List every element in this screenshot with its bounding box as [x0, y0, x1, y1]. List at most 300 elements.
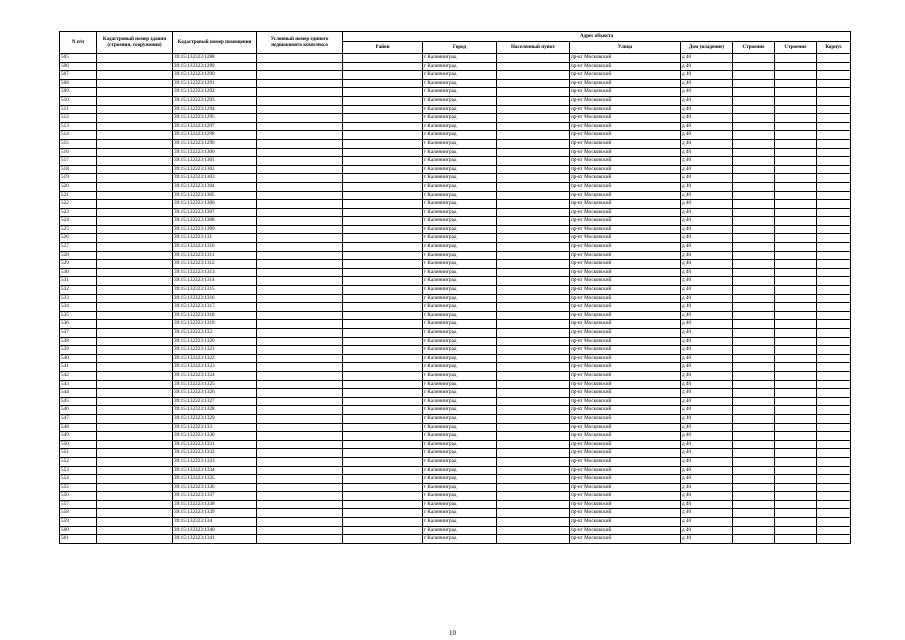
cell-house: д 40 [681, 122, 733, 131]
cell-city: г Калининград [423, 79, 497, 88]
cell-district [343, 182, 423, 191]
table-row [60, 217, 851, 226]
cell-num: 520 [60, 182, 97, 191]
cell-korp [817, 148, 851, 157]
cell-complex [257, 475, 343, 484]
cell-street: пр-кт Московский [570, 483, 681, 492]
cell-building [775, 466, 817, 475]
table-row [60, 260, 851, 269]
cell-korpus [733, 131, 775, 140]
cell-street: пр-кт Московский [570, 406, 681, 415]
cell-korp [817, 363, 851, 372]
cell-num: 523 [60, 208, 97, 217]
table-row [60, 492, 851, 501]
table-row [60, 483, 851, 492]
cell-district [343, 311, 423, 320]
cell-num: 527 [60, 243, 97, 252]
cell-house: д 40 [681, 311, 733, 320]
cell-building [775, 389, 817, 398]
cell-building [775, 371, 817, 380]
cell-korpus [733, 389, 775, 398]
cell-street: пр-кт Московский [570, 268, 681, 277]
cell-num: 511 [60, 105, 97, 114]
table-row [60, 329, 851, 338]
cell-building [775, 509, 817, 518]
cell-district [343, 526, 423, 535]
cell-city: г Калининград [423, 380, 497, 389]
cell-complex [257, 62, 343, 71]
table-row [60, 182, 851, 191]
cell-cadastral-room: 39:15:132323:133 [173, 423, 257, 432]
cell-building [775, 432, 817, 441]
cell-cadastral-room: 39:15:132323:1288 [173, 54, 257, 63]
table-row [60, 303, 851, 312]
cell-num: 557 [60, 500, 97, 509]
cell-num: 547 [60, 414, 97, 423]
cell-cadastral-room: 39:15:132323:131 [173, 234, 257, 243]
cell-district [343, 440, 423, 449]
cell-settlement [497, 200, 570, 209]
table-row [60, 62, 851, 71]
cell-city: г Калининград [423, 449, 497, 458]
cell-district [343, 509, 423, 518]
cell-street: пр-кт Московский [570, 79, 681, 88]
cell-building [775, 500, 817, 509]
cell-korpus [733, 294, 775, 303]
cell-settlement [497, 114, 570, 123]
cell-street: пр-кт Московский [570, 96, 681, 105]
cell-building [775, 475, 817, 484]
cell-street: пр-кт Московский [570, 105, 681, 114]
cell-complex [257, 354, 343, 363]
cell-settlement [497, 518, 570, 527]
cell-num: 560 [60, 526, 97, 535]
cell-city: г Калининград [423, 191, 497, 200]
cell-house: д 40 [681, 389, 733, 398]
cell-house: д 40 [681, 475, 733, 484]
cell-complex [257, 88, 343, 97]
cell-korpus [733, 414, 775, 423]
cell-cadastral-room: 39:15:132323:1299 [173, 139, 257, 148]
cell-complex [257, 371, 343, 380]
cell-korp [817, 260, 851, 269]
cell-cadastral-room: 39:15:132323:1320 [173, 337, 257, 346]
cell-city: г Калининград [423, 62, 497, 71]
cell-street: пр-кт Московский [570, 294, 681, 303]
cell-building [775, 329, 817, 338]
cell-house: д 40 [681, 518, 733, 527]
cell-complex [257, 277, 343, 286]
cell-korpus [733, 380, 775, 389]
cell-building [775, 88, 817, 97]
table-row [60, 406, 851, 415]
cell-korpus [733, 286, 775, 295]
cell-korp [817, 509, 851, 518]
cell-building [775, 397, 817, 406]
cell-city: г Калининград [423, 337, 497, 346]
cell-district [343, 397, 423, 406]
cell-street: пр-кт Московский [570, 500, 681, 509]
cell-district [343, 457, 423, 466]
cell-district [343, 62, 423, 71]
cell-cadastral-room: 39:15:132323:1298 [173, 131, 257, 140]
cell-house: д 40 [681, 200, 733, 209]
cell-cadastral-room: 39:15:132323:1311 [173, 251, 257, 260]
cell-building [775, 208, 817, 217]
cell-street: пр-кт Московский [570, 243, 681, 252]
header-settlement: Населенный пункт [497, 42, 570, 54]
cell-house: д 40 [681, 483, 733, 492]
cell-city: г Калининград [423, 414, 497, 423]
cell-korp [817, 432, 851, 441]
cell-street: пр-кт Московский [570, 182, 681, 191]
table-row [60, 277, 851, 286]
cell-num: 544 [60, 389, 97, 398]
cell-district [343, 320, 423, 329]
cell-korpus [733, 191, 775, 200]
cell-street: пр-кт Московский [570, 200, 681, 209]
cell-district [343, 260, 423, 269]
cell-district [343, 466, 423, 475]
cell-cadastral-building [97, 535, 173, 544]
cell-korp [817, 483, 851, 492]
cell-num: 541 [60, 363, 97, 372]
cell-district [343, 114, 423, 123]
cell-complex [257, 294, 343, 303]
cell-settlement [497, 320, 570, 329]
table-row [60, 432, 851, 441]
cell-korpus [733, 260, 775, 269]
cell-cadastral-building [97, 500, 173, 509]
cell-settlement [497, 535, 570, 544]
cell-cadastral-building [97, 354, 173, 363]
cell-city: г Калининград [423, 526, 497, 535]
cell-complex [257, 329, 343, 338]
cell-korp [817, 449, 851, 458]
cell-num: 506 [60, 62, 97, 71]
cell-district [343, 71, 423, 80]
cell-district [343, 122, 423, 131]
cell-street: пр-кт Московский [570, 157, 681, 166]
cell-korpus [733, 354, 775, 363]
cell-district [343, 225, 423, 234]
cell-cadastral-building [97, 380, 173, 389]
cell-settlement [497, 294, 570, 303]
cell-complex [257, 440, 343, 449]
cell-settlement [497, 526, 570, 535]
cell-korpus [733, 483, 775, 492]
cell-korpus [733, 526, 775, 535]
cell-korpus [733, 466, 775, 475]
cell-city: г Калининград [423, 200, 497, 209]
cell-cadastral-building [97, 174, 173, 183]
cell-korp [817, 71, 851, 80]
table-row [60, 251, 851, 260]
cell-korp [817, 303, 851, 312]
table-row [60, 157, 851, 166]
cell-num: 548 [60, 423, 97, 432]
cell-district [343, 354, 423, 363]
cell-settlement [497, 397, 570, 406]
cell-korp [817, 217, 851, 226]
cell-num: 550 [60, 440, 97, 449]
cell-house: д 40 [681, 354, 733, 363]
cell-house: д 40 [681, 79, 733, 88]
cell-cadastral-building [97, 389, 173, 398]
cell-building [775, 518, 817, 527]
cell-district [343, 54, 423, 63]
cell-korpus [733, 303, 775, 312]
table-row [60, 71, 851, 80]
table-row [60, 79, 851, 88]
cell-street: пр-кт Московский [570, 492, 681, 501]
cell-complex [257, 191, 343, 200]
cell-district [343, 483, 423, 492]
cell-korp [817, 475, 851, 484]
cell-house: д 40 [681, 225, 733, 234]
cell-district [343, 79, 423, 88]
cell-cadastral-building [97, 329, 173, 338]
cell-building [775, 414, 817, 423]
cell-num: 518 [60, 165, 97, 174]
cell-building [775, 260, 817, 269]
header-num: N п/п [60, 32, 97, 54]
cell-num: 533 [60, 294, 97, 303]
cell-num: 515 [60, 139, 97, 148]
cell-settlement [497, 380, 570, 389]
cell-city: г Калининград [423, 234, 497, 243]
cell-cadastral-room: 39:15:132323:1306 [173, 200, 257, 209]
cell-cadastral-room: 39:15:132323:1307 [173, 208, 257, 217]
cell-korpus [733, 88, 775, 97]
cell-settlement [497, 131, 570, 140]
cell-house: д 40 [681, 457, 733, 466]
cell-korpus [733, 139, 775, 148]
cell-building [775, 483, 817, 492]
cell-settlement [497, 268, 570, 277]
cell-city: г Калининград [423, 277, 497, 286]
cell-house: д 40 [681, 509, 733, 518]
cell-building [775, 243, 817, 252]
cell-complex [257, 54, 343, 63]
table-row [60, 234, 851, 243]
cell-building [775, 139, 817, 148]
cell-building [775, 157, 817, 166]
cell-city: г Калининград [423, 492, 497, 501]
cell-building [775, 380, 817, 389]
cell-korp [817, 389, 851, 398]
cell-cadastral-building [97, 457, 173, 466]
cell-cadastral-room: 39:15:132323:1321 [173, 346, 257, 355]
cell-settlement [497, 337, 570, 346]
cell-cadastral-room: 39:15:132323:1316 [173, 294, 257, 303]
cell-house: д 40 [681, 397, 733, 406]
cell-complex [257, 518, 343, 527]
cell-city: г Калининград [423, 346, 497, 355]
cell-settlement [497, 79, 570, 88]
cell-city: г Калининград [423, 475, 497, 484]
cell-num: 532 [60, 286, 97, 295]
cell-complex [257, 96, 343, 105]
cell-building [775, 251, 817, 260]
cell-city: г Калининград [423, 182, 497, 191]
cell-house: д 40 [681, 346, 733, 355]
cell-korp [817, 380, 851, 389]
cell-cadastral-room: 39:15:132323:1330 [173, 432, 257, 441]
cell-korpus [733, 337, 775, 346]
cell-cadastral-building [97, 311, 173, 320]
cell-settlement [497, 148, 570, 157]
cell-cadastral-room: 39:15:132323:1322 [173, 354, 257, 363]
cell-korp [817, 423, 851, 432]
header-house: Дом (владение) [681, 42, 733, 54]
table-row [60, 320, 851, 329]
cell-cadastral-room: 39:15:132323:1294 [173, 105, 257, 114]
cell-district [343, 363, 423, 372]
cell-cadastral-room: 39:15:132323:1335 [173, 475, 257, 484]
cell-city: г Калининград [423, 294, 497, 303]
cell-building [775, 191, 817, 200]
cell-num: 561 [60, 535, 97, 544]
table-row [60, 225, 851, 234]
cell-cadastral-building [97, 208, 173, 217]
table-row [60, 423, 851, 432]
cell-korp [817, 122, 851, 131]
cell-settlement [497, 62, 570, 71]
cell-street: пр-кт Московский [570, 389, 681, 398]
table-row [60, 389, 851, 398]
cell-building [775, 294, 817, 303]
page-number: 10 [449, 629, 456, 637]
cell-korp [817, 88, 851, 97]
cell-district [343, 96, 423, 105]
cell-city: г Калининград [423, 518, 497, 527]
cell-district [343, 165, 423, 174]
cell-settlement [497, 286, 570, 295]
cell-korp [817, 500, 851, 509]
cell-house: д 40 [681, 466, 733, 475]
cell-settlement [497, 363, 570, 372]
cell-complex [257, 466, 343, 475]
cell-complex [257, 535, 343, 544]
cell-district [343, 277, 423, 286]
cell-korp [817, 200, 851, 209]
cell-district [343, 337, 423, 346]
cell-korpus [733, 320, 775, 329]
cell-street: пр-кт Московский [570, 217, 681, 226]
cell-house: д 40 [681, 131, 733, 140]
cell-complex [257, 208, 343, 217]
cell-house: д 40 [681, 148, 733, 157]
cell-complex [257, 139, 343, 148]
header-cadastral-room: Кадастровый номер помещения [173, 32, 257, 54]
cell-num: 546 [60, 406, 97, 415]
cell-building [775, 225, 817, 234]
cell-cadastral-building [97, 234, 173, 243]
cell-city: г Калининград [423, 71, 497, 80]
cell-settlement [497, 191, 570, 200]
cell-cadastral-room: 39:15:132323:1328 [173, 406, 257, 415]
cell-city: г Калининград [423, 457, 497, 466]
cell-cadastral-building [97, 449, 173, 458]
cell-street: пр-кт Московский [570, 440, 681, 449]
cell-cadastral-building [97, 54, 173, 63]
cell-cadastral-building [97, 88, 173, 97]
cell-building [775, 174, 817, 183]
cell-complex [257, 131, 343, 140]
cell-city: г Калининград [423, 371, 497, 380]
cell-building [775, 354, 817, 363]
cell-korp [817, 208, 851, 217]
cell-settlement [497, 96, 570, 105]
cell-korp [817, 526, 851, 535]
cell-korp [817, 492, 851, 501]
cell-korpus [733, 371, 775, 380]
cell-complex [257, 148, 343, 157]
cell-complex [257, 311, 343, 320]
cell-korpus [733, 500, 775, 509]
cell-korpus [733, 363, 775, 372]
cell-cadastral-room: 39:15:132323:1301 [173, 157, 257, 166]
cell-district [343, 191, 423, 200]
table-header [60, 32, 851, 54]
cell-city: г Калининград [423, 329, 497, 338]
cell-cadastral-room: 39:15:132323:1325 [173, 380, 257, 389]
cell-complex [257, 122, 343, 131]
table-row [60, 518, 851, 527]
cell-cadastral-building [97, 268, 173, 277]
cell-korp [817, 277, 851, 286]
cell-cadastral-building [97, 139, 173, 148]
cell-num: 514 [60, 131, 97, 140]
cell-settlement [497, 277, 570, 286]
cell-city: г Калининград [423, 157, 497, 166]
cell-city: г Калининград [423, 165, 497, 174]
cell-district [343, 475, 423, 484]
cell-korp [817, 62, 851, 71]
cell-street: пр-кт Московский [570, 354, 681, 363]
cell-settlement [497, 139, 570, 148]
cell-house: д 40 [681, 243, 733, 252]
cell-city: г Калининград [423, 389, 497, 398]
cell-complex [257, 380, 343, 389]
cell-district [343, 423, 423, 432]
cell-korpus [733, 251, 775, 260]
cell-street: пр-кт Московский [570, 363, 681, 372]
cell-cadastral-room: 39:15:132323:1341 [173, 535, 257, 544]
cell-korpus [733, 148, 775, 157]
cell-district [343, 234, 423, 243]
cell-cadastral-room: 39:15:132323:1338 [173, 500, 257, 509]
cell-korpus [733, 114, 775, 123]
cell-house: д 40 [681, 432, 733, 441]
cell-korp [817, 535, 851, 544]
cell-house: д 40 [681, 406, 733, 415]
cell-cadastral-room: 39:15:132323:1295 [173, 114, 257, 123]
cell-korp [817, 114, 851, 123]
cell-street: пр-кт Московский [570, 286, 681, 295]
cell-complex [257, 303, 343, 312]
cell-building [775, 440, 817, 449]
cell-complex [257, 105, 343, 114]
cell-cadastral-building [97, 320, 173, 329]
cell-building [775, 286, 817, 295]
cell-korpus [733, 475, 775, 484]
cell-settlement [497, 243, 570, 252]
cell-num: 551 [60, 449, 97, 458]
cell-building [775, 105, 817, 114]
cell-house: д 40 [681, 251, 733, 260]
